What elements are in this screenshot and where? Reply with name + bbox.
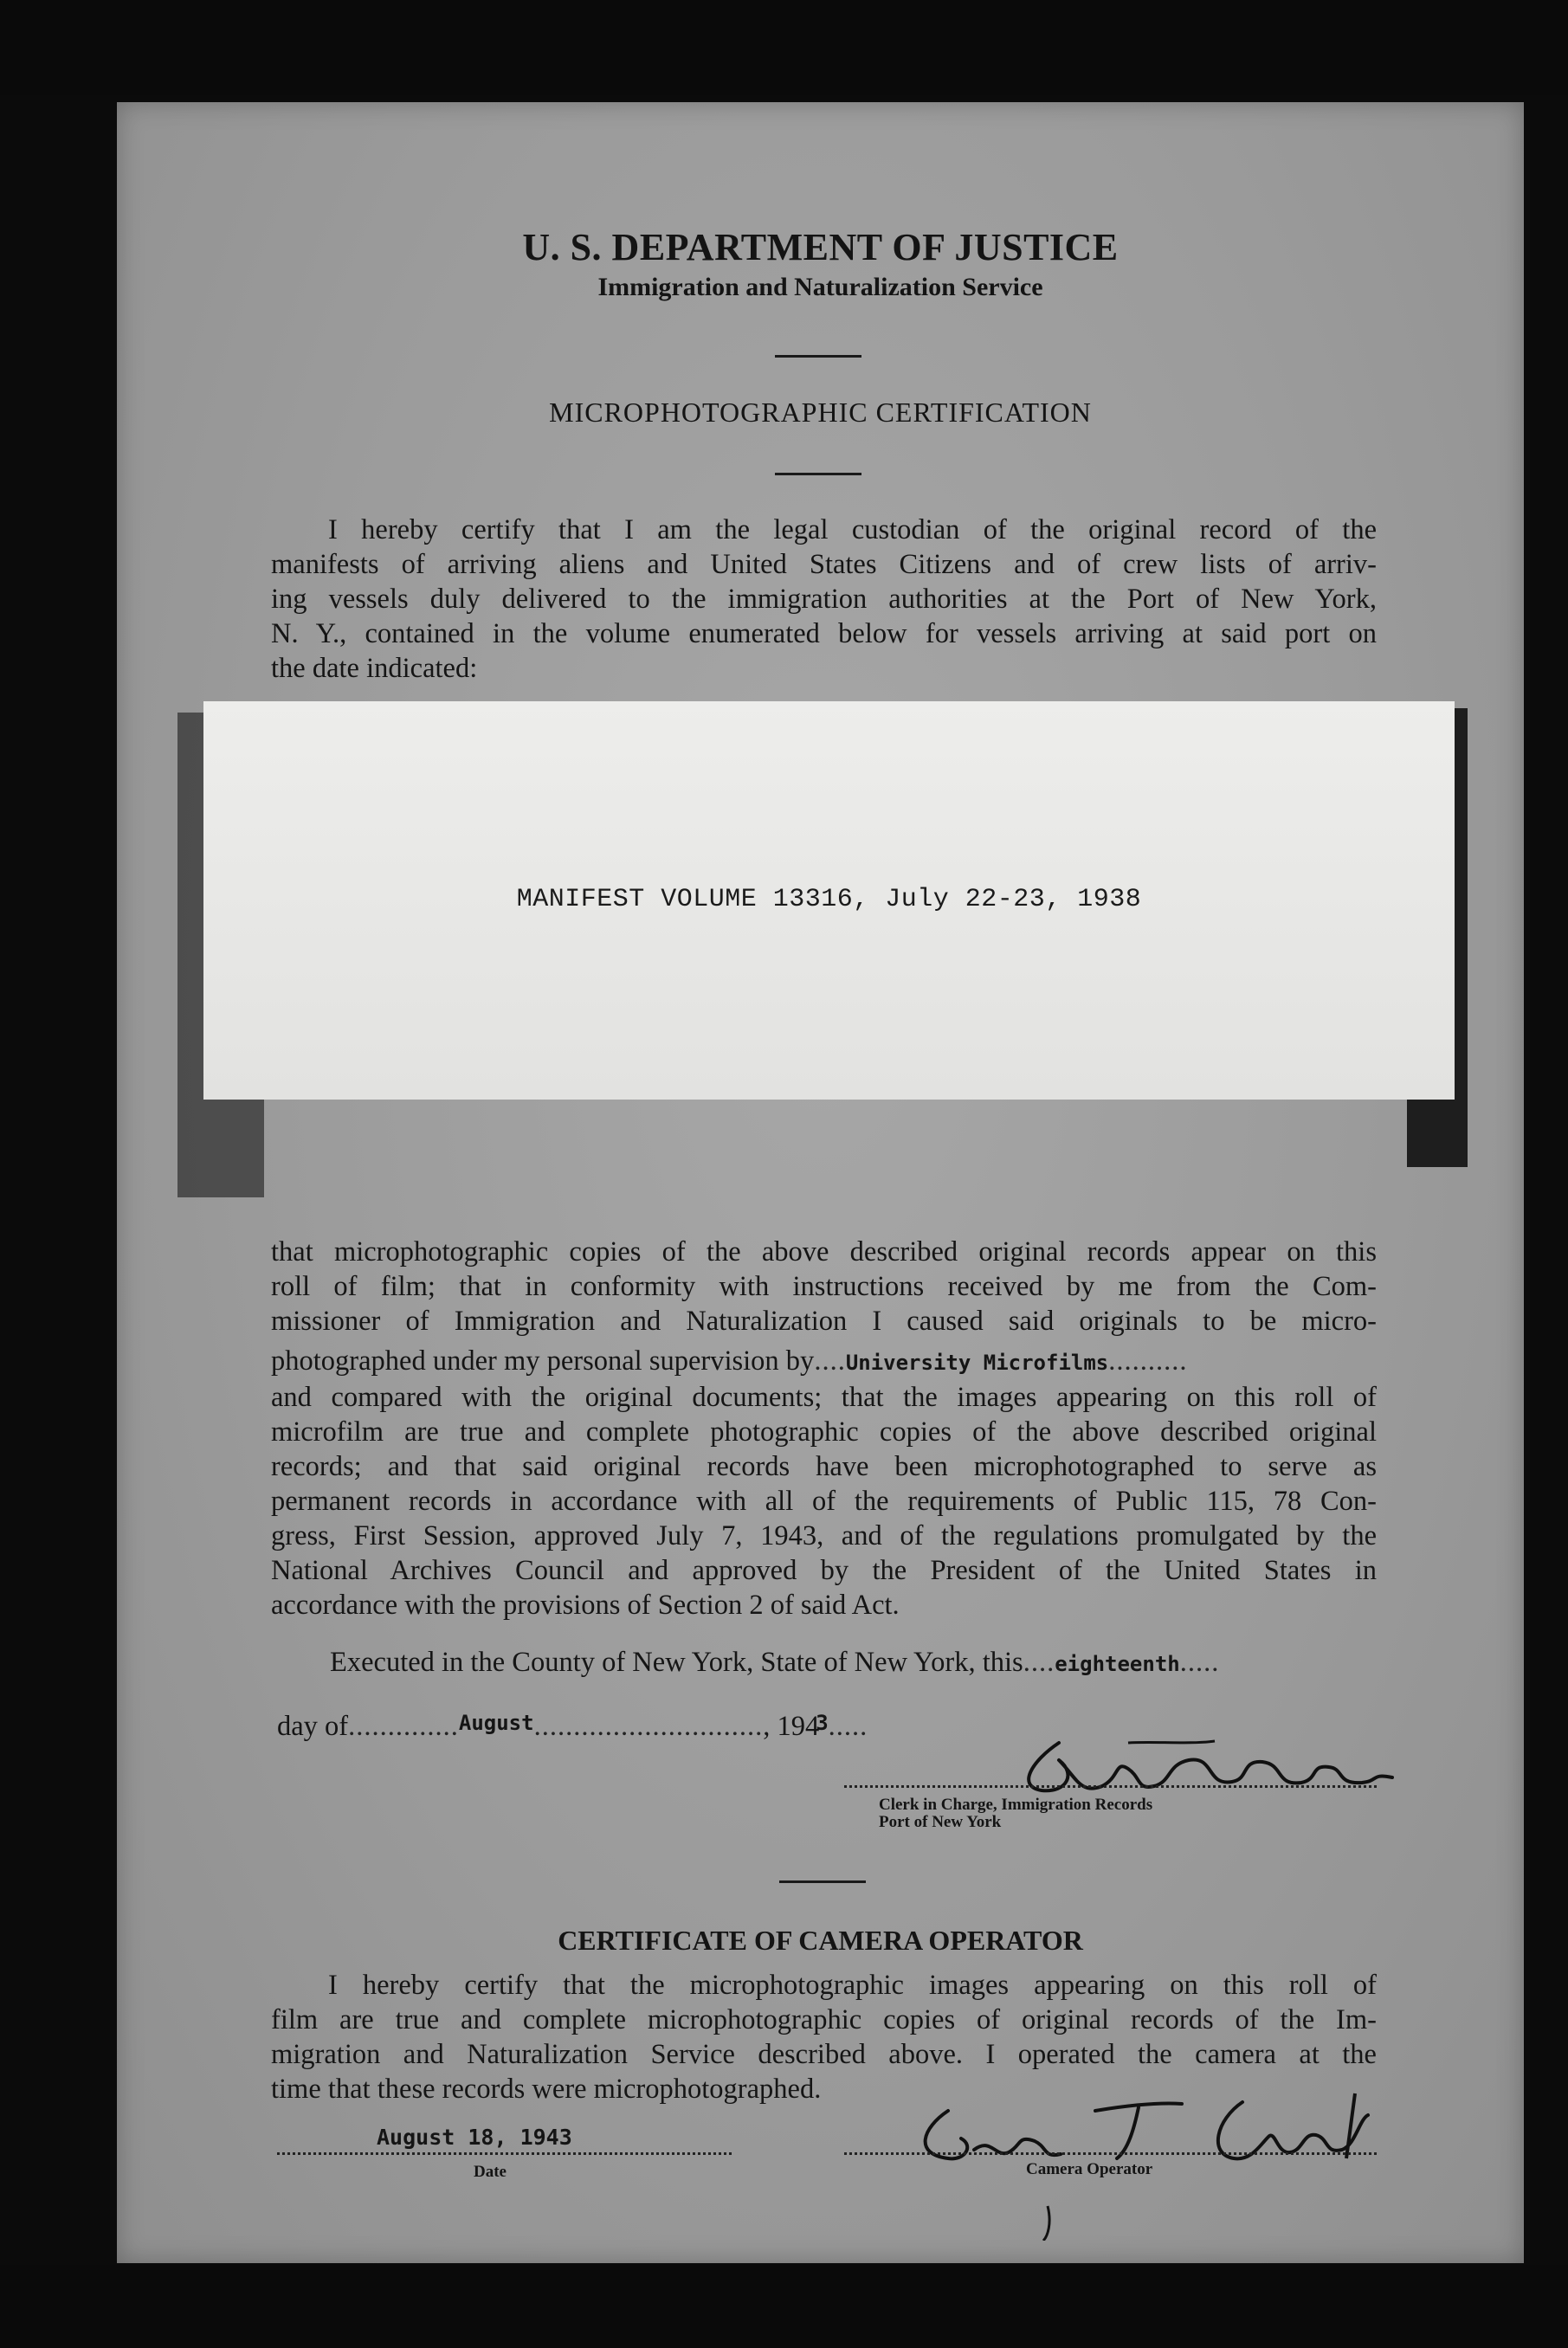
operator-signature-line [844,2152,1377,2155]
body-line: and compared with the original documents; that the images appearing on this roll of [271,1382,1377,1413]
dot-leader: .......... [1108,1345,1188,1377]
year-prefix: , 194 [763,1711,820,1742]
manifest-label [203,701,1455,1100]
heading-divider [775,355,861,358]
camera-operator-heading: CERTIFICATE OF CAMERA OPERATOR [558,1925,1083,1956]
body-line: records; and that said original records have been microphotographed to serve as [271,1451,1377,1482]
clerk-signature [929,1726,1397,1803]
executed-line [330,1645,1377,1681]
dot-leader: ............................. [533,1711,764,1742]
day-of-label: day of [277,1711,349,1742]
intro-line: the date indicated: [271,653,478,684]
clerk-title-line1: Clerk in Charge, Immigration Records [879,1796,1153,1814]
month-value: August [458,1711,534,1735]
certificate-sheet [117,102,1524,2263]
supervision-line [271,1344,1377,1380]
body-line: roll of film; that in conformity with instructions received by me from the Com- [271,1271,1377,1302]
body-line: that microphotographic copies of the above described original records appear on this [271,1236,1377,1268]
film-border-bottom [0,2265,1568,2348]
body-line: National Archives Council and approved by the President of the United States in [271,1555,1377,1586]
body-line: microfilm are true and complete photographic copies of the above described original [271,1416,1377,1448]
body-line: gress, First Session, approved July 7, 1943, and of the regulations promulgated by the [271,1520,1377,1551]
operator-line: migration and Naturalization Service described above. I operated the camera at the [271,2039,1377,2070]
intro-paragraph [271,513,1377,686]
intro-line: N. Y., contained in the volume enumerated below for vessels arriving at said port on [271,618,1377,649]
executed-prefix: Executed in the County of New York, State of New York, this [330,1647,1023,1678]
film-border-top [0,0,1568,95]
operator-line: film are true and complete microphotographic copies of original records of the Im- [271,2004,1377,2035]
clerk-title-line2: Port of New York [879,1813,1002,1831]
intro-line: I hereby certify that I am the legal custodian of the original record of the [328,514,1377,545]
year-digit: 3 [816,1711,829,1735]
manifest-volume-text: MANIFEST VOLUME 13316, July 22-23, 1938 [516,885,1142,914]
clerk-signature-line [844,1785,1377,1788]
dot-leader: .............. [348,1711,459,1742]
operator-line: time that these records were microphotographed. [271,2074,822,2105]
department-heading: U. S. DEPARTMENT OF JUSTICE [522,226,1119,268]
title-divider [775,473,861,475]
certification-title: MICROPHOTOGRAPHIC CERTIFICATION [549,397,1092,428]
body-line: accordance with the provisions of Section 2 of said Act. [271,1590,900,1621]
operator-signature [896,2076,1381,2241]
operator-date-value: August 18, 1943 [377,2125,572,2150]
body-line: permanent records in accordance with all of the requirements of Public 115, 78 Con- [271,1486,1377,1517]
supervision-prefix: photographed under my personal supervision by [271,1345,815,1377]
supervisor-value: University Microfilms [845,1351,1109,1375]
date-label: Date [474,2163,507,2181]
body-paragraph [271,1235,1377,1622]
executed-day-value: eighteenth [1055,1652,1180,1676]
operator-line: I hereby certify that the microphotographic images appearing on this roll of [328,1970,1377,2001]
camera-operator-label: Camera Operator [1026,2160,1153,2178]
section-divider [779,1880,866,1883]
dot-leader: ..... [828,1711,868,1742]
service-subheading: Immigration and Naturalization Service [597,273,1043,301]
dot-leader: .... [814,1345,846,1377]
intro-line: ing vessels duly delivered to the immigration authorities at the Port of New York, [271,584,1377,615]
intro-line: manifests of arriving aliens and United States Citizens and of crew lists of arriv- [271,549,1377,580]
operator-date [377,2125,572,2150]
dot-leader: ..... [1179,1647,1220,1678]
dot-leader: .... [1023,1647,1055,1678]
body-line: missioner of Immigration and Naturalization I caused said originals to be micro- [271,1306,1377,1337]
date-line [277,2152,732,2155]
